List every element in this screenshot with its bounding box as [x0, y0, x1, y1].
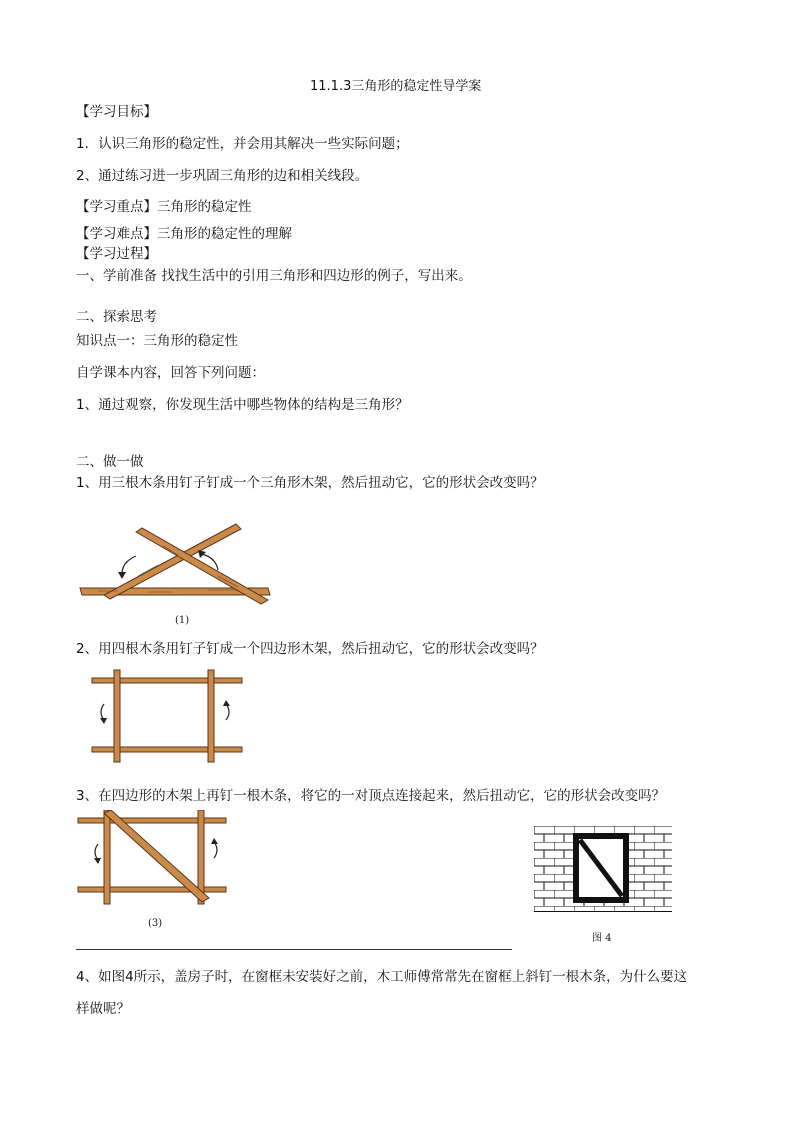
goal-2: 2、通过练习进一步巩固三角形的边和相关线段。	[76, 168, 369, 184]
figure-1-caption: (1)	[175, 615, 190, 626]
task-3: 3、在四边形的木架上再钉一根木条，将它的一对顶点连接起来，然后扭动它，它的形状会改变吗？	[76, 788, 666, 804]
prep-question: 一、学前准备 找找生活中的引用三角形和四边形的例子，写出来。	[76, 268, 472, 284]
task-4-line-2: 样做呢？	[76, 1001, 130, 1017]
wood-strip-left	[104, 810, 110, 904]
process-heading: 【学习过程】	[76, 246, 157, 262]
task-4-line-1: 4、如图4所示，盖房子时，在窗框未安装好之前，木工师傅常常先在窗框上斜钉一根木条，为什么要这	[76, 969, 688, 985]
rotate-arrow-right-icon	[226, 704, 229, 720]
rotate-arrow-right-icon	[214, 842, 217, 858]
do-heading: 二、做一做	[76, 454, 144, 470]
page-title: 11.1.3三角形的稳定性导学案	[310, 79, 482, 94]
divider-line	[76, 949, 512, 950]
knowledge-point-1: 知识点一：三角形的稳定性	[76, 333, 238, 349]
wood-strip-right	[208, 670, 214, 762]
brick-wall-window-figure	[534, 826, 672, 912]
figure-4-caption: 图 4	[592, 933, 612, 944]
goals-heading: 【学习目标】	[76, 104, 157, 120]
rotate-arrow-left-icon	[95, 844, 98, 860]
quadrilateral-frame-figure	[76, 668, 246, 766]
difficulty: 【学习难点】三角形的稳定性的理解	[76, 226, 292, 242]
braced-frame-figure	[76, 810, 234, 916]
rotate-arrow-left-icon	[122, 556, 136, 574]
question-1: 1、通过观察，你发现生活中哪些物体的结构是三角形？	[76, 397, 409, 413]
explore-heading: 二、探索思考	[76, 309, 157, 325]
goal-1: 1．认识三角形的稳定性，并会用其解决一些实际问题；	[76, 136, 409, 152]
rotate-arrow-left-icon	[101, 704, 104, 720]
figure-3-caption: (3)	[148, 918, 163, 929]
task-1: 1、用三根木条用钉子钉成一个三角形木架，然后扭动它，它的形状会改变吗？	[76, 475, 544, 491]
self-study-instruction: 自学课本内容，回答下列问题：	[76, 365, 265, 381]
task-2: 2、用四根木条用钉子钉成一个四边形木架，然后扭动它，它的形状会改变吗？	[76, 641, 544, 657]
key-point: 【学习重点】三角形的稳定性	[76, 199, 252, 215]
wood-strip-left	[114, 670, 120, 762]
